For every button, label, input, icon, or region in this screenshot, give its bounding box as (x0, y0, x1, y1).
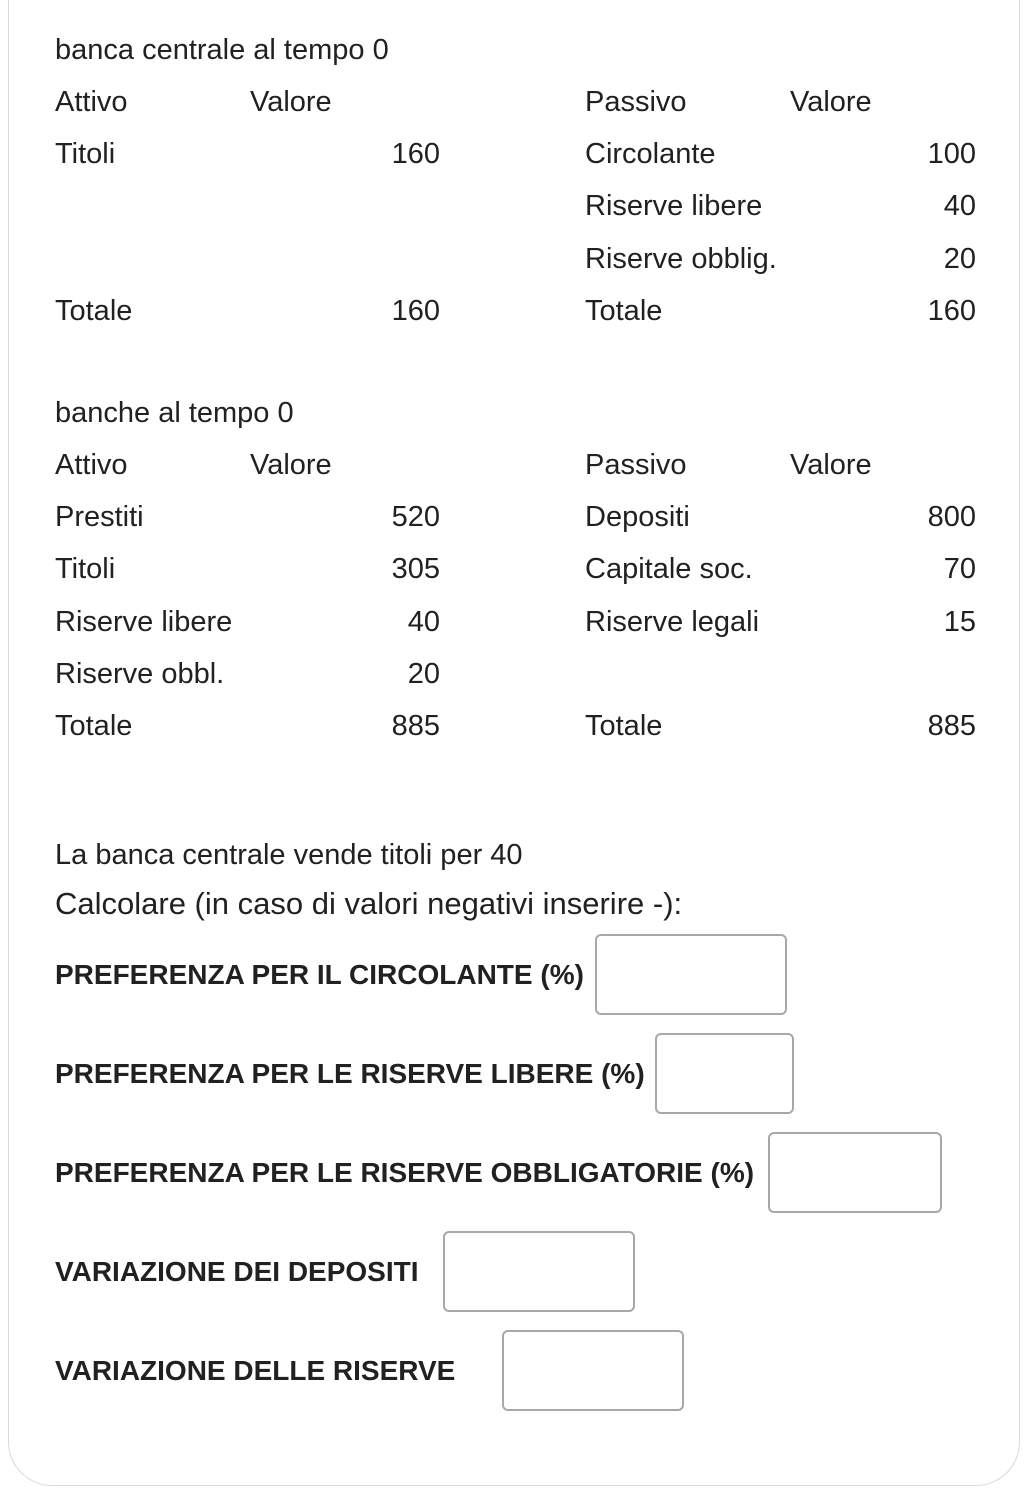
question-label-reserves-change: VARIAZIONE DELLE RISERVE (55, 1355, 456, 1386)
liability-label: Capitale soc. (585, 553, 753, 585)
liability-value: 20 (943, 243, 976, 275)
banks-title: banche al tempo 0 (55, 397, 294, 429)
asset-value: 305 (391, 553, 440, 585)
liability-label: Riserve obblig. (585, 243, 777, 275)
liability-label: Riserve libere (585, 190, 763, 222)
asset-value: 20 (407, 658, 440, 690)
total-liabilities-label: Totale (585, 295, 663, 327)
asset-value: 160 (391, 138, 440, 170)
required-reserves-preference-input[interactable] (768, 1132, 942, 1213)
total-assets-label: Totale (55, 710, 133, 742)
total-assets-label: Totale (55, 295, 133, 327)
exercise-instruction: Calcolare (in caso di valori negativi inserire -): (55, 886, 683, 921)
total-liabilities-value: 160 (927, 295, 976, 327)
liability-value: 100 (927, 138, 976, 170)
asset-label: Prestiti (55, 501, 144, 533)
deposits-change-input[interactable] (443, 1231, 635, 1312)
asset-label: Riserve obbl. (55, 658, 225, 690)
liability-value: 40 (943, 190, 976, 222)
liability-value: 800 (927, 501, 976, 533)
liability-label: Riserve legali (585, 606, 760, 638)
total-assets-value: 885 (391, 710, 440, 742)
valore-header-left: Valore (250, 86, 332, 118)
asset-value: 520 (391, 501, 440, 533)
asset-label: Titoli (55, 138, 116, 170)
attivo-header: Attivo (55, 449, 128, 481)
attivo-header: Attivo (55, 86, 128, 118)
total-liabilities-value: 885 (927, 710, 976, 742)
reserves-change-input[interactable] (502, 1330, 684, 1411)
valore-header-right: Valore (790, 86, 872, 118)
total-assets-value: 160 (391, 295, 440, 327)
passivo-header: Passivo (585, 449, 687, 481)
liability-label: Circolante (585, 138, 716, 170)
valore-header-right: Valore (790, 449, 872, 481)
asset-value: 40 (407, 606, 440, 638)
passivo-header: Passivo (585, 86, 687, 118)
liability-label: Depositi (585, 501, 690, 533)
currency-preference-input[interactable] (595, 934, 787, 1015)
question-label-free-reserves-preference: PREFERENZA PER LE RISERVE LIBERE (%) (55, 1058, 645, 1089)
total-liabilities-label: Totale (585, 710, 663, 742)
liability-value: 70 (943, 553, 976, 585)
free-reserves-preference-input[interactable] (655, 1033, 794, 1114)
question-label-required-reserves-preference: PREFERENZA PER LE RISERVE OBBLIGATORIE (%) (55, 1157, 755, 1188)
valore-header-left: Valore (250, 449, 332, 481)
question-label-deposits-change: VARIAZIONE DEI DEPOSITI (55, 1256, 419, 1287)
asset-label: Titoli (55, 553, 116, 585)
question-label-currency-preference: PREFERENZA PER IL CIRCOLANTE (%) (55, 959, 584, 990)
asset-label: Riserve libere (55, 606, 233, 638)
liability-value: 15 (943, 606, 976, 638)
central-bank-title: banca centrale al tempo 0 (55, 34, 389, 66)
exercise-statement: La banca centrale vende titoli per 40 (55, 839, 523, 871)
